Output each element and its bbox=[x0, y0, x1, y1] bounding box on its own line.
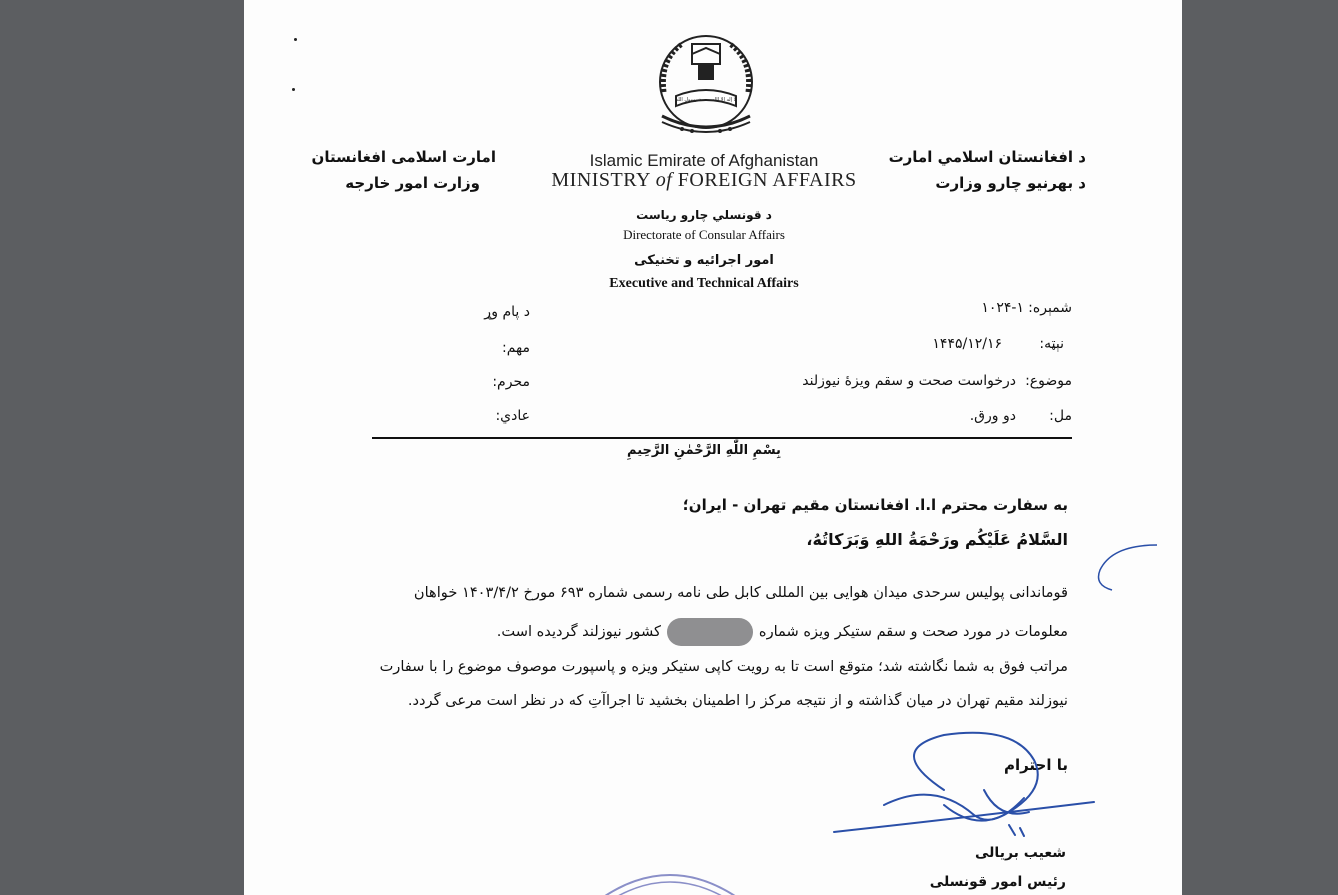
paragraph-1-line-2-end: کشور نیوزلند گردیده است. bbox=[496, 623, 661, 640]
of-word: of bbox=[655, 169, 673, 191]
signer-title: رئیس امور قونسلی bbox=[929, 874, 1066, 890]
letter-page bbox=[244, 0, 1182, 895]
handwritten-signature-icon bbox=[824, 720, 1124, 870]
normal-label: عادي: bbox=[495, 408, 530, 424]
redaction-block bbox=[667, 618, 753, 646]
signer-name: شعیب بریالی bbox=[975, 845, 1066, 861]
paragraph-1-line-2-start: معلومات در مورد صحت و سقم ستیکر ویزه شماره bbox=[758, 623, 1068, 640]
emblem-text: لا إله إلا الله محمد رسول الله bbox=[675, 97, 737, 103]
subject-label: موضوع: bbox=[1025, 373, 1072, 389]
note-label: د پام وړ bbox=[484, 304, 530, 320]
official-stamp-icon bbox=[600, 866, 740, 895]
regards: با احترام bbox=[1003, 756, 1068, 774]
paragraph-1-line-2 bbox=[497, 618, 1068, 646]
scan-speck bbox=[292, 88, 295, 91]
ministry-word: MINISTRY bbox=[551, 169, 651, 191]
divider-line bbox=[372, 437, 1072, 439]
date-label: نېټه: bbox=[1039, 336, 1064, 352]
executive-english: Executive and Technical Affairs bbox=[609, 276, 799, 291]
number-label: شمېره: bbox=[1028, 300, 1072, 316]
paragraph-2-line-2: نیوزلند مقیم تهران در میان گذاشته و از نتیجه مرکز را اطمینان بخشید تا اجراآتِ که در نظر است مرعی گردد. bbox=[407, 692, 1068, 709]
date-value: ۱۴۴۵/۱۲/۱۶ bbox=[932, 336, 1002, 352]
pashto-ministry: د بهرنيو چارو وزارت bbox=[935, 174, 1086, 192]
paragraph-1-line-1: قوماندانی پولیس سرحدی میدان هوایی بین المللی کابل طی نامه رسمی شماره ۶۹۳ مورخ ۱۴۰۳/۴/۲ خواهان bbox=[413, 584, 1068, 601]
ink-mark-icon bbox=[1092, 540, 1162, 600]
subject-value: درخواست صحت و سقم ویزهٔ نیوزلند bbox=[802, 373, 1016, 389]
confidential-label: محرم: bbox=[492, 374, 530, 390]
important-label: مهم: bbox=[502, 340, 530, 356]
addressee: به سفارت محترم ا.ا. افغانستان مقیم تهران - ایران؛ bbox=[682, 496, 1068, 514]
pashto-emirate: د افغانستان اسلامي امارت bbox=[888, 148, 1086, 166]
paragraph-2-line-1: مراتب فوق به شما نگاشته شد؛ متوقع است تا به رویت کاپی ستیکر ویزه و پاسپورت موصوف موضوع را با سفارت bbox=[379, 658, 1068, 675]
scan-speck bbox=[294, 38, 297, 41]
bismillah: بِسْمِ اللّٰهِ الرَّحْمٰنِ الرَّحِيمِ bbox=[627, 443, 781, 458]
dari-ministry: وزارت امور خارجه bbox=[345, 174, 480, 192]
number-value: ۱۰۲۴-۱ bbox=[981, 300, 1024, 316]
attachment-label: مل: bbox=[1049, 408, 1072, 424]
attachment-value: دو ورق. bbox=[969, 408, 1016, 424]
foreign-affairs-word: FOREIGN AFFAIRS bbox=[677, 169, 857, 191]
salutation: السَّلامُ عَلَيْكُم ورَحْمَةُ اللهِ وَبَرَكاتُهُ، bbox=[806, 530, 1068, 549]
ministry-name-en bbox=[514, 169, 894, 192]
executive-dari: امور اجرائیه و تخنیکی bbox=[634, 253, 774, 268]
dari-emirate: امارت اسلامی افغانستان bbox=[311, 148, 496, 166]
emirate-name-en: Islamic Emirate of Afghanistan bbox=[589, 151, 819, 170]
directorate-pashto: د قونسلي چارو رياست bbox=[636, 208, 772, 222]
directorate-english: Directorate of Consular Affairs bbox=[623, 227, 785, 242]
emirate-emblem-icon bbox=[642, 30, 770, 138]
